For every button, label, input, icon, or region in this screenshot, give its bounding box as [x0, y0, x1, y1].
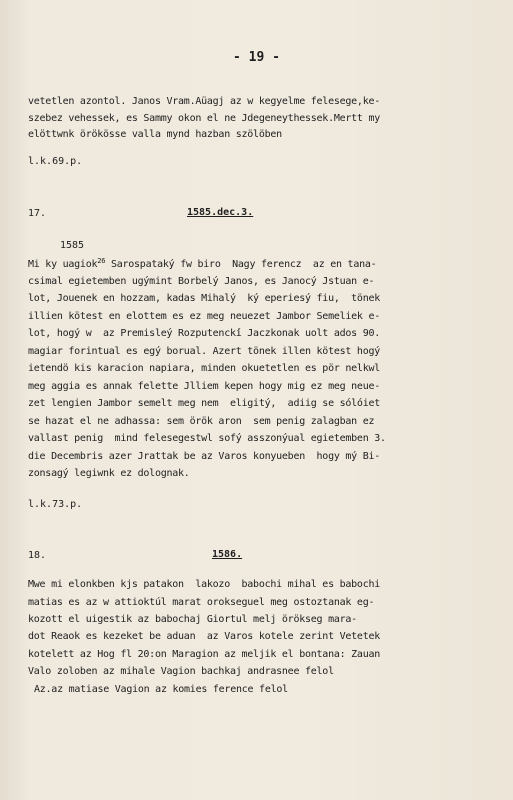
intro-line-3: elöttwnk örökösse valla mynd hazban szölöben — [28, 129, 282, 140]
entry-18-line-6: Valo zoloben az mihale Vagion bachkaj andrasnee felol — [28, 666, 334, 677]
intro-line-1: vetetlen azontol. Janos Vram.Aüagj az w kegyelme felesege,ke- — [28, 96, 381, 107]
entry-17-line-12: die Decembris azer Jrattak be az Varos konyueben hogy mý Bi- — [28, 451, 381, 462]
entry-17-line-2: csimal egietemben ugýmint Borbelý Janos, es Janocý Jstuan e- — [28, 276, 375, 287]
entry-18-line-5: kotelett az Hog fl 20:on Maragion az meljik el bontana: Zauan — [28, 649, 381, 660]
page-number: - 19 - — [233, 50, 280, 65]
entry-18-line-2: matias es az w attioktúl marat orokseguel meg ostoztanak eg- — [28, 597, 375, 608]
entry-17-title: 1585.dec.3. — [187, 207, 254, 218]
entry-18-line-1: Mwe mi elonkben kjs patakon lakozo babochi mihal es babochi — [28, 579, 381, 590]
entry-17-line-3: lot, Jouenek en hozzam, kadas Mihalý ký eperiesý fiu, tönek — [28, 293, 381, 304]
entry-17-line-1 — [28, 258, 376, 270]
entry-18-number: 18. — [28, 550, 47, 561]
entry-18-line-3: kozott el uigestik az babochaj Giortul melj örökseg mara- — [28, 614, 357, 625]
entry-17-line-8: meg aggia es annak felette Jlliem kepen hogy mig ez meg neue- — [28, 381, 381, 392]
entry-17-line-11: vallast penig mind felesegestwl sofý asszonýual egietemben 3. — [28, 433, 386, 444]
entry-17-line-4: illien kötest en elottem es ez meg neuezet Jambor Semeliek e- — [28, 311, 381, 322]
entry-18-line-7: Az.az matiase Vagion az komies ference felol — [34, 684, 288, 695]
entry-17-line-7: ietendö kis karacion napiara, minden okuetetlen es pör nelkwl — [28, 363, 381, 374]
entry-17-year: 1585 — [60, 240, 85, 251]
entry-18-title: 1586. — [212, 549, 243, 560]
entry-17-line-9: zet lengien Jambor semelt meg nem eligitý, adiig se sólóiet — [28, 398, 381, 409]
entry-17-line-13: zonsagý legiwnk ez dolognak. — [28, 468, 190, 479]
entry-17-line-1-rest: Sarospataký fw biro Nagy ferencz az en tana- — [105, 259, 377, 270]
entry-17-reference: l.k.73.p. — [28, 499, 83, 510]
intro-line-2: szebez vehessek, es Sammy okon el ne Jdegeneythessek.Mertt my — [28, 113, 381, 124]
entry-17-line-1-start: Mi ky uagiok — [28, 259, 98, 270]
entry-17-line-6: magiar forintual es egý borual. Azert tönek illen kötest hogý — [28, 346, 381, 357]
intro-reference: l.k.69.p. — [28, 156, 83, 167]
entry-17-number: 17. — [28, 208, 47, 219]
entry-17-line-5: lot, hogý w az Premisleý Rozputenckı̇́ Jaczkonak uolt ados 90. — [28, 328, 381, 339]
footnote-marker: 26 — [97, 257, 106, 265]
entry-18-line-4: dot Reaok es kezeket be aduan az Varos kotele zerint Vetetek — [28, 631, 381, 642]
entry-17-line-10: se hazat el ne adhassa: sem örök aron sem penig zalagban ez — [28, 416, 375, 427]
